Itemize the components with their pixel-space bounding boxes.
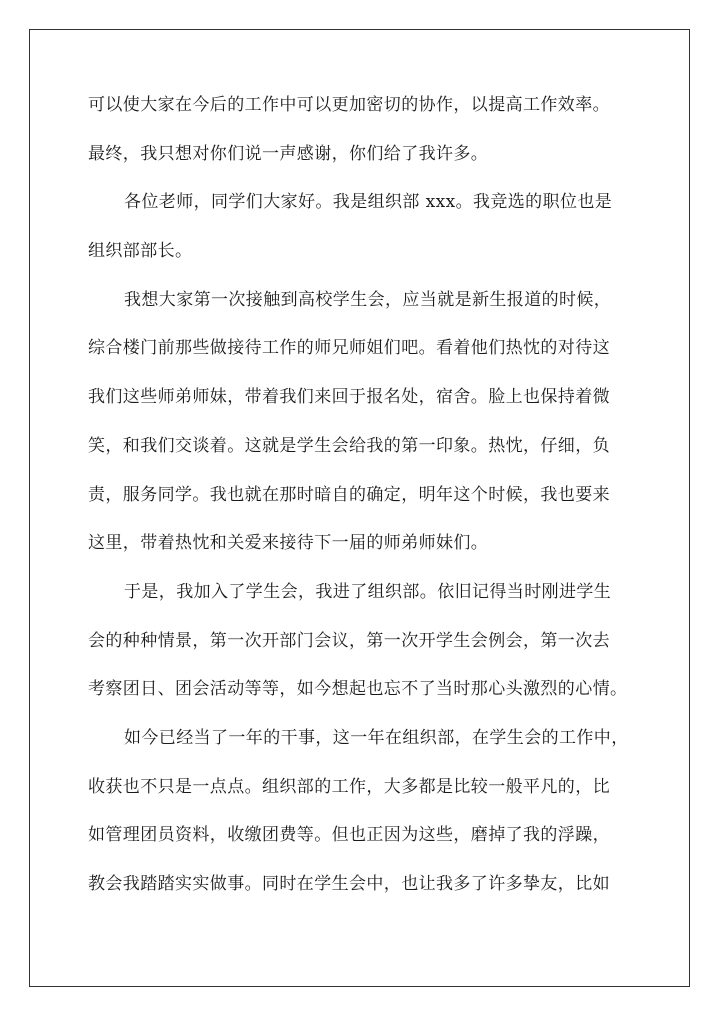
text-line: 于是，我加入了学生会，我进了组织部。依旧记得当时刚进学生 (124, 581, 612, 602)
text-line: 这里，带着热忱和关爱来接待下一届的师弟师妹们。 (88, 533, 489, 554)
text-line: 责，服务同学。我也就在那时暗自的确定，明年这个时候，我也要来 (88, 484, 610, 505)
text-line: 综合楼门前那些做接待工作的师兄师姐们吧。看着他们热忱的对待这 (88, 338, 610, 359)
text-line: 各位老师，同学们大家好。我是组织部 xxx。我竞选的职位也是 (124, 192, 613, 213)
document-body (88, 91, 636, 919)
text-line: 笑，和我们交谈着。这就是学生会给我的第一印象。热忱，仔细，负 (88, 435, 610, 456)
text-line: 我想大家第一次接触到高校学生会，应当就是新生报道的时候， (124, 289, 612, 310)
text-line: 我们这些师弟师妹，带着我们来回于报名处，宿舍。脸上也保持着微 (88, 387, 610, 408)
text-line: 如管理团员资料，收缴团费等。但也正因为这些，磨掉了我的浮躁， (88, 825, 610, 846)
text-line: 会的种种情景，第一次开部门会议，第一次开学生会例会，第一次去 (88, 630, 610, 651)
text-line: 考察团日、团会活动等等，如今想起也忘不了当时那心头激烈的心情。 (88, 679, 628, 700)
text-line: 教会我踏踏实实做事。同时在学生会中，也让我多了许多挚友，比如 (88, 874, 610, 894)
text-line: 组织部部长。 (88, 241, 193, 262)
text-line: 最终，我只想对你们说一声感谢，你们给了我许多。 (88, 143, 489, 164)
text-line: 可以使大家在今后的工作中可以更加密切的协作，以提高工作效率。 (88, 95, 610, 115)
text-line: 收获也不只是一点点。组织部的工作，大多都是比较一般平凡的，比 (88, 776, 610, 797)
text-line: 如今已经当了一年的干事，这一年在组织部，在学生会的工作中， (124, 727, 629, 748)
